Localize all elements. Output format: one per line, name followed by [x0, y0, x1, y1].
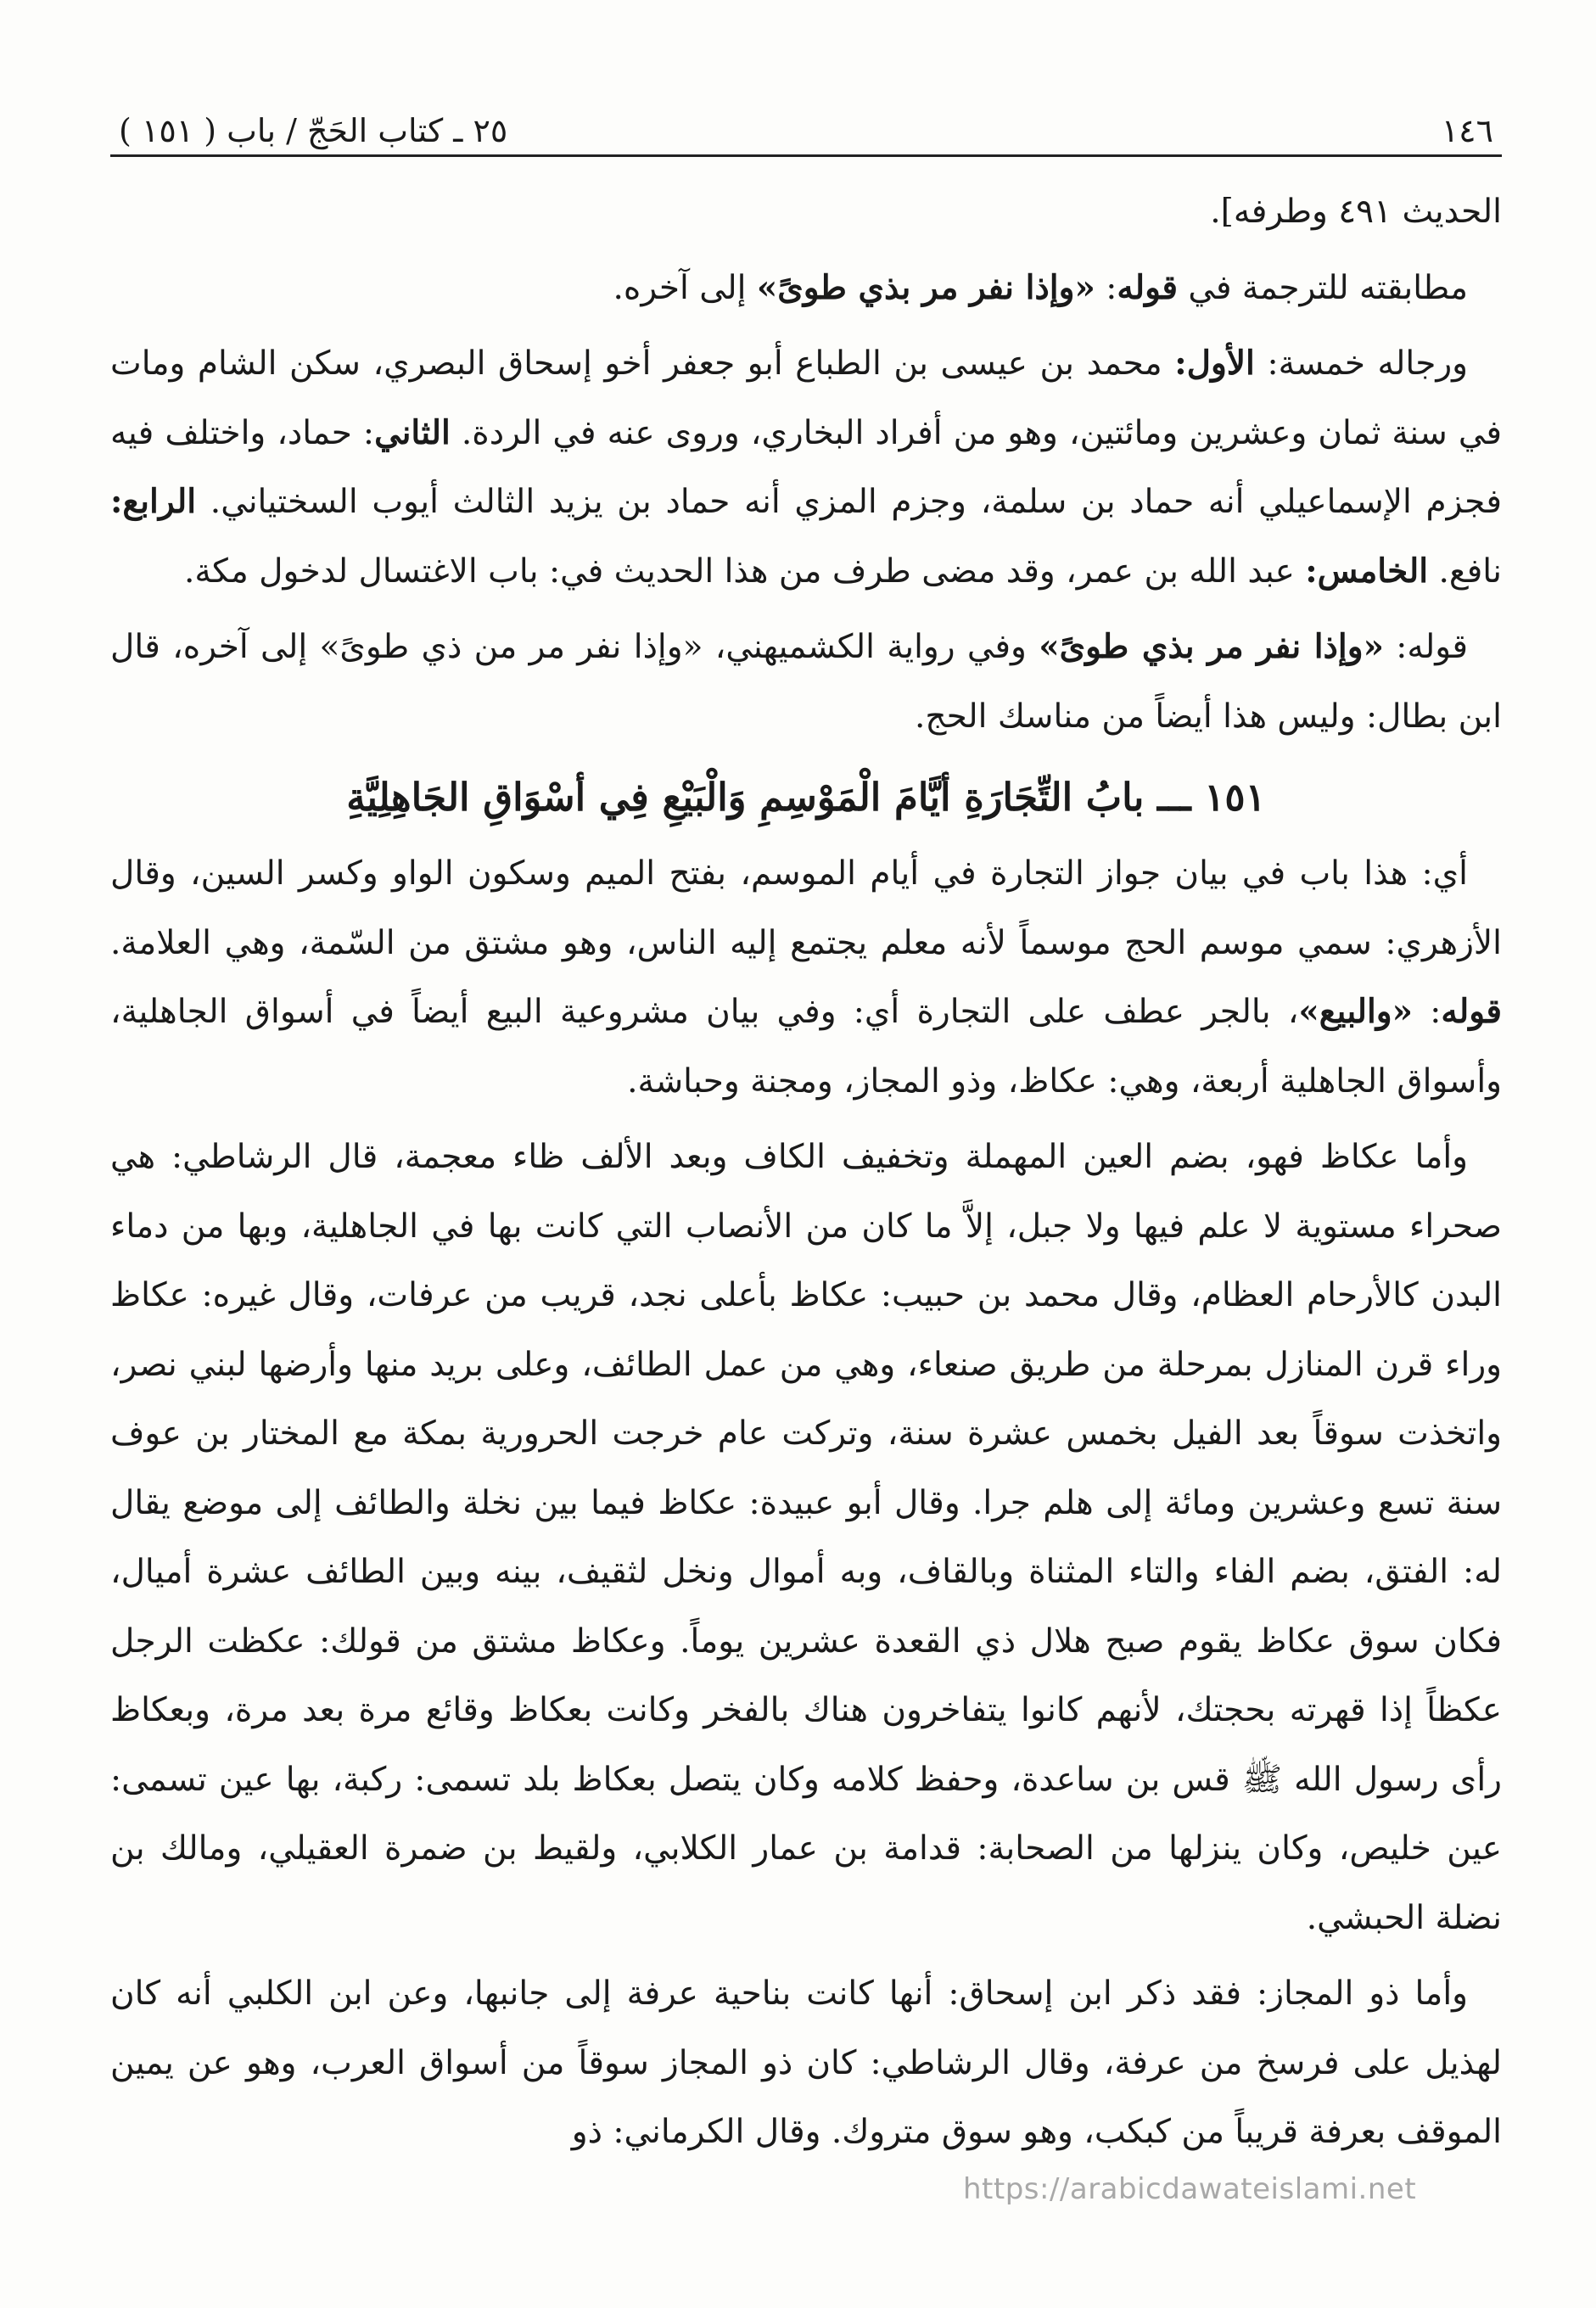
text-run: : حماد، واختلف فيه فجزم الإسماعيلي أنه حماد بن سلمة، وجزم المزي أنه حماد بن يزيد الثالث أيوب السختياني. — [110, 413, 1502, 521]
paragraph: الحديث ٤٩١ وطرفه]. — [1210, 193, 1502, 231]
bold-term: الرابع: — [110, 482, 197, 521]
paragraph — [110, 254, 1502, 323]
bold-term: «وإذا نفر مر بذي طوىً» — [1039, 627, 1384, 666]
page-number: ١٤٦ — [1441, 112, 1493, 149]
bold-term: قوله — [1441, 992, 1502, 1031]
watermark: https://arabicdawateislami.net — [963, 2172, 1417, 2206]
text-run: نافع. — [1428, 552, 1502, 591]
document-body — [110, 177, 1502, 2167]
bold-term: الأول: — [1174, 344, 1255, 383]
chapter-heading: ١٥١ ـــ بابُ التِّجَارَةِ أيَّامَ الْمَوْسِمِ وَالْبَيْعِ فِي أسْوَاقِ الجَاهِلِيَّةِ — [346, 775, 1266, 820]
text-run: إلى آخره. — [613, 268, 757, 307]
header-rule — [110, 154, 1502, 157]
document-page — [110, 102, 1502, 2167]
text-run: ، بالجر عطف على التجارة أي: وفي بيان مشروعية البيع أيضاً في أسواق الجاهلية، وأسواق الجاهلية أربعة، وهي: عكاظ، وذو المجاز، ومجنة وحباشة. — [110, 993, 1502, 1101]
text-run: مطابقته للترجمة في — [1177, 268, 1468, 307]
text-run: : — [1413, 993, 1442, 1031]
text-run: ورجاله خمسة: — [1254, 345, 1468, 383]
running-title: ٢٥ ـ كتاب الحَجّ / باب ( ١٥١ ) — [119, 112, 508, 149]
text-run: عبد الله بن عمر، وقد مضى طرف من هذا الحديث في: باب الاغتسال لدخول مكة. — [184, 552, 1306, 591]
text-run: أي: هذا باب في بيان جواز التجارة في أيام الموسم، بفتح الميم وسكون الواو وكسر السين، وقال الأزهري: سمي موسم الحج موسماً لأنه معلم يجتمع إليه الناس، وهو مشتق من السّمة، وهي العلامة. — [110, 854, 1502, 962]
text-run: قوله: — [1383, 628, 1469, 666]
paragraph — [110, 329, 1502, 606]
bold-term: «والبيع» — [1298, 992, 1414, 1031]
text-run: : — [1095, 268, 1117, 307]
paragraph — [110, 1959, 1502, 2167]
text-run: وأما عكاظ فهو، بضم العين المهملة وتخفيف الكاف وبعد الألف ظاء معجمة، قال الرشاطي: هي صحراء مستوية لا علم فيها ولا جبل، إلاَّ ما كان من الأنصاب التي كانت بها في الجاهلية، وبها من دماء البدن كالأرحام العظام، وقال محمد بن حبيب: عكاظ بأعلى نجد، قريب من عرفات، وقال غيره: عكاظ وراء قرن المنازل بمرحلة من طريق صنعاء، وهي من عمل الطائف، وعلى بريد منها وأرضها لبني نصر، واتخذت سوقاً بعد الفيل بخمس عشرة سنة، وتركت عام خرجت الحرورية بمكة مع المختار بن عوف سنة تسع وعشرين ومائة إلى هلم جرا. وقال أبو عبيدة: عكاظ فيما بين نخلة والطائف إلى موضع يقال له: الفتق، بضم الفاء والتاء المثناة وبالقاف، وبه أموال ونخل لثقيف، بينه وبين الطائف عشرة أميال، فكان سوق عكاظ يقوم صبح هلال ذي القعدة عشرين يوماً. وعكاظ مشتق من قولك: عكظت الرجل عكظاً إذا قهرته بحجتك، لأنهم كانوا يتفاخرون هناك بالفخر وكانت بعكاظ وقائع مرة بعد مرة، وبعكاظ رأى رسول الله ﷺ قس بن ساعدة، وحفظ كلامه وكان يتصل بعكاظ بلد تسمى: ركبة، بها عين تسمى: عين خليص، وكان ينزلها من الصحابة: قدامة بن عمار الكلابي، ولقيط بن ضمرة العقيلي، ومالك بن نضلة الحبشي. — [110, 1138, 1502, 1937]
bold-term: الثاني — [374, 412, 451, 452]
paragraph — [110, 1123, 1502, 1952]
text-run: محمد بن عيسى بن الطباع أبو جعفر أخو إسحاق البصري، سكن الشام ومات في سنة ثمان وعشرين ومائتين، وهو من أفراد البخاري، وروى عنه في الردة. — [110, 345, 1502, 452]
paragraph — [110, 613, 1502, 751]
running-header — [110, 102, 1502, 154]
text-run: وفي رواية الكشميهني، «وإذا نفر مر من ذي طوىً» إلى آخره، قال ابن بطال: وليس هذا أيضاً من مناسك الحج. — [110, 628, 1502, 736]
paragraph — [110, 839, 1502, 1116]
bold-term: الخامس: — [1305, 551, 1429, 591]
bold-term: «وإذا نفر مر بذي طوىً» — [756, 267, 1095, 307]
bold-term: قوله — [1117, 267, 1178, 307]
text-run: وأما ذو المجاز: فقد ذكر ابن إسحاق: أنها كانت بناحية عرفة إلى جانبها، وعن ابن الكلبي أنه كان لهذيل على فرسخ من عرفة، وقال الرشاطي: كان ذو المجاز سوقاً من أسواق العرب، وهو عن يمين الموقف بعرفة قريباً من كبكب، وهو سوق متروك. وقال الكرماني: ذو — [110, 1975, 1502, 2151]
